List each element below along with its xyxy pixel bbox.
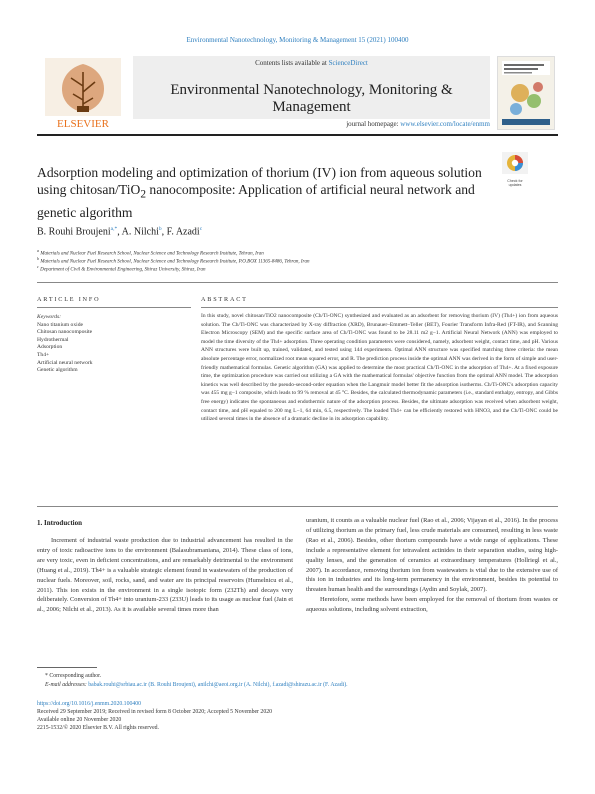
journal-title: Environmental Nanotechnology, Monitoring & Management xyxy=(170,82,453,115)
author-name: A. Nilchi xyxy=(121,226,159,238)
keyword-item: Hydrothermal xyxy=(37,336,69,343)
email-label: E-mail addresses: xyxy=(45,682,87,688)
homepage-line xyxy=(133,119,490,130)
affiliation-text: Department of Civil & Environmental Engineering, Shiraz University, Shiraz, Iran xyxy=(40,267,206,273)
footnote-rule xyxy=(37,667,97,668)
body-column-right xyxy=(306,516,558,615)
affiliation-sup: a xyxy=(37,248,40,253)
affiliation-c xyxy=(37,264,205,273)
available-online: Available online 20 November 2020 xyxy=(37,717,122,723)
contents-prefix: Contents lists available at xyxy=(255,59,327,67)
article-info-rule xyxy=(37,307,191,308)
doi-link[interactable]: https://doi.org/10.1016/j.enmm.2020.100400 xyxy=(37,701,142,707)
sciencedirect-link[interactable]: ScienceDirect xyxy=(328,59,368,67)
article-info-heading: ARTICLE INFO xyxy=(37,296,101,303)
title-part-1: Adsorption modeling and optimization of thorium (IV) ion from aqueous solution using chitosan/TiO xyxy=(37,165,482,197)
body-paragraph: Heretofore, some methods have been employed for the removal of thorium from wastes or aqueous solutions, including solvent extraction, xyxy=(306,596,558,614)
contents-line xyxy=(133,56,490,70)
footnotes xyxy=(37,672,558,690)
crossmark-line-1: Check for xyxy=(507,179,523,183)
body-paragraph: Increment of industrial waste production due to industrial advancement has resulted in the entry of toxic radioactive ions to the environment (Balasubramaniana, 2014). These class of ions, are very toxic, even in deficient concentrations, and are remarkably detrimental to the environment (Huang et al., 2019). Th4+ is a valuable strategic element found in wastewaters of the production of nuclear fuels. Moreover, soil, rocks, sand, and water are its principal reservoirs (Humelnicu et al., 2011). This ion exists in the environment in a single isotopic form (232Th) and decays very deliberately. Conversion of Th4+ into uranium-233 (233U) leads to its usage as nuclear fuel (Jain et al., 2006; Nilchi et al., 2013). As it is available several times more than xyxy=(37,537,293,614)
abstract-text: In this study, novel chitosan/TiO2 nanocomposite (Ch/Ti-ONC) synthesized and evaluated as an adsorbent for removing thorium (IV) (Th4+) ion from aqueous solution. The Ch/Ti-ONC was characterized by X-ray diffraction (XRD), Brunauer–Emmett–Teller (BET), Fourier Transform Infra-Red (FT-IR), and Scanning Electron Microscopy (SEM) and the specific surface area of Ch/Ti-ONC was found to be 28.11 m2 g−1. Artificial Neural Network (ANN) was employed to model the time diversity of the Th4+ adsorption. Three operating condition parameters were considered, namely, adsorbent weight, contact time, and pH. Various ANN structures were built up, trained, validated, and tested using 144 experiments. Optimal ANN structure was specified matching three criteria: the mean absolute percentage error, normalized root mean squared error, and R. The prediction process inside the optimal ANN was derived in the form of simple and user-friendly mathematical formulas. Genetic algorithm (GA) was applied to determine the most practical Ch/Ti-ONC in the adsorption of Th4+. At a fixed exposure time, the optimization procedure was carried out utilizing a GA with the mathematical formulas' objective function from the optimal ANN model. The adsorption kinetics was well described by the pseudo-second-order equation when the Langmuir model better fit the adsorption isotherms. Ch/Ti-ONC's adsorption capacity was 455 mg g−1 composite, which leads to 99 % removal at 45 °C. Besides, the calculated thermodynamic parameters (i.e., standard enthalpy, entropy, and Gibbs free energy) indicates the spontaneous and endothermic nature of the adsorption process. Besides, the ultimate adsorption was received when adsorbent weight, contact time, and pH equaled to 200 mg L−1, 64 min, 6.5, respectively. The loaded Th4+ can be efficiently restored with HNO3, and the Ch/Ti-ONC could be utilized several times in the absence of a dramatic decline in its adsorption capability. xyxy=(201,313,558,423)
elsevier-wordmark: ELSEVIER xyxy=(57,118,109,130)
abstract-heading: ABSTRACT xyxy=(201,296,248,303)
homepage-link[interactable]: www.elsevier.com/locate/enmm xyxy=(400,120,490,128)
author-list: B. Rouhi Broujeni$^{a,*}$, A. Nilchi$^b$, F. Azadi$^c$ xyxy=(37,226,203,238)
affiliation-rule xyxy=(37,282,558,283)
elsevier-logo[interactable] xyxy=(37,58,129,130)
corresponding-author-note: * Corresponding author. xyxy=(45,673,102,679)
body-column-left xyxy=(37,536,293,615)
introduction-heading: 1. Introduction xyxy=(37,519,82,527)
crossmark-badge[interactable] xyxy=(502,152,528,187)
journal-title-panel xyxy=(133,70,490,119)
affiliation-sup: b xyxy=(37,256,40,261)
email-addresses[interactable]: babak.rouhi@srbiau.ac.ir (B. Rouhi Broujeni), anilchi@aeoi.org.ir (A. Nilchi), f.azadi@shirazu.ac.ir (F. Azadi). xyxy=(88,682,348,688)
keyword-item: Chitosan nanocomposite xyxy=(37,329,93,336)
affiliation-text: Materials and Nuclear Fuel Research School, Nuclear Science and Technology Research Institute, P.O.BOX 11365-8486, Tehran, Iran xyxy=(40,259,310,265)
copyright-line: 2215-1532/© 2020 Elsevier B.V. All rights reserved. xyxy=(37,725,159,731)
author-affiliation-sup[interactable]: a,* xyxy=(110,226,118,232)
affiliation-sup: c xyxy=(37,264,39,269)
keyword-item: Genetic algorithm xyxy=(37,367,78,374)
keyword-item: Th4+ xyxy=(37,351,50,358)
homepage-prefix: journal homepage: xyxy=(346,120,399,128)
journal-header xyxy=(37,56,558,130)
affiliation-text: Materials and Nuclear Fuel Research School, Nuclear Science and Technology Research Institute, Tehran, Iran xyxy=(40,251,264,257)
keyword-item: Adsorption xyxy=(37,344,63,351)
title-part-2: nanocomposite: Application of artificial neural network and genetic algorithm xyxy=(37,182,475,220)
publication-info xyxy=(37,700,558,732)
received-dates: Received 29 September 2019; Received in revised form 8 October 2020; Accepted 5 November 2020 xyxy=(37,709,273,715)
article-title xyxy=(37,164,497,221)
header-rule xyxy=(37,134,558,136)
keyword-item: Artificial neural network xyxy=(37,359,93,366)
crossmark-line-2: updates xyxy=(508,183,522,187)
keywords-list xyxy=(37,314,191,375)
title-subscript: 2 xyxy=(140,188,147,201)
author-name: F. Azadi xyxy=(166,226,200,238)
crossmark-icon xyxy=(502,152,528,174)
author-affiliation-sup[interactable]: c xyxy=(199,226,203,232)
crossmark-label xyxy=(502,179,528,187)
journal-reference[interactable]: Environmental Nanotechnology, Monitoring & Management 15 (2021) 100400 xyxy=(186,36,409,44)
body-paragraph: uranium, it counts as a valuable nuclear fuel (Rao et al., 2006; Vijayan et al., 2016). In the process of utilizing thorium as the primary fuel, less crude materials are consumed, resulting in less waste (Rao et al., 2006). Besides, other thorium compounds have a wide range of applications. These include a representative element for tetravalent actinides in their separation studies, using high-quality lenses, and the generation of ceramics at extraordinary temperatures (Hollriegl et al., 2007). In accordance, removing thorium ion from wastewaters is vital due to the extensive use of this ion in industries and its long-term permanency in the environment, besides its potential to threaten human health and the surroundings (Aydin and Soylak, 2007). xyxy=(306,517,558,594)
keyword-item: Nano titanium oxide xyxy=(37,321,83,328)
keywords-label: Keywords: xyxy=(37,314,62,320)
body-rule xyxy=(37,506,558,507)
author-affiliation-sup[interactable]: b xyxy=(158,226,162,232)
author-name: B. Rouhi Broujeni xyxy=(37,226,111,238)
journal-cover-image[interactable] xyxy=(497,56,555,130)
abstract-rule xyxy=(201,307,558,308)
